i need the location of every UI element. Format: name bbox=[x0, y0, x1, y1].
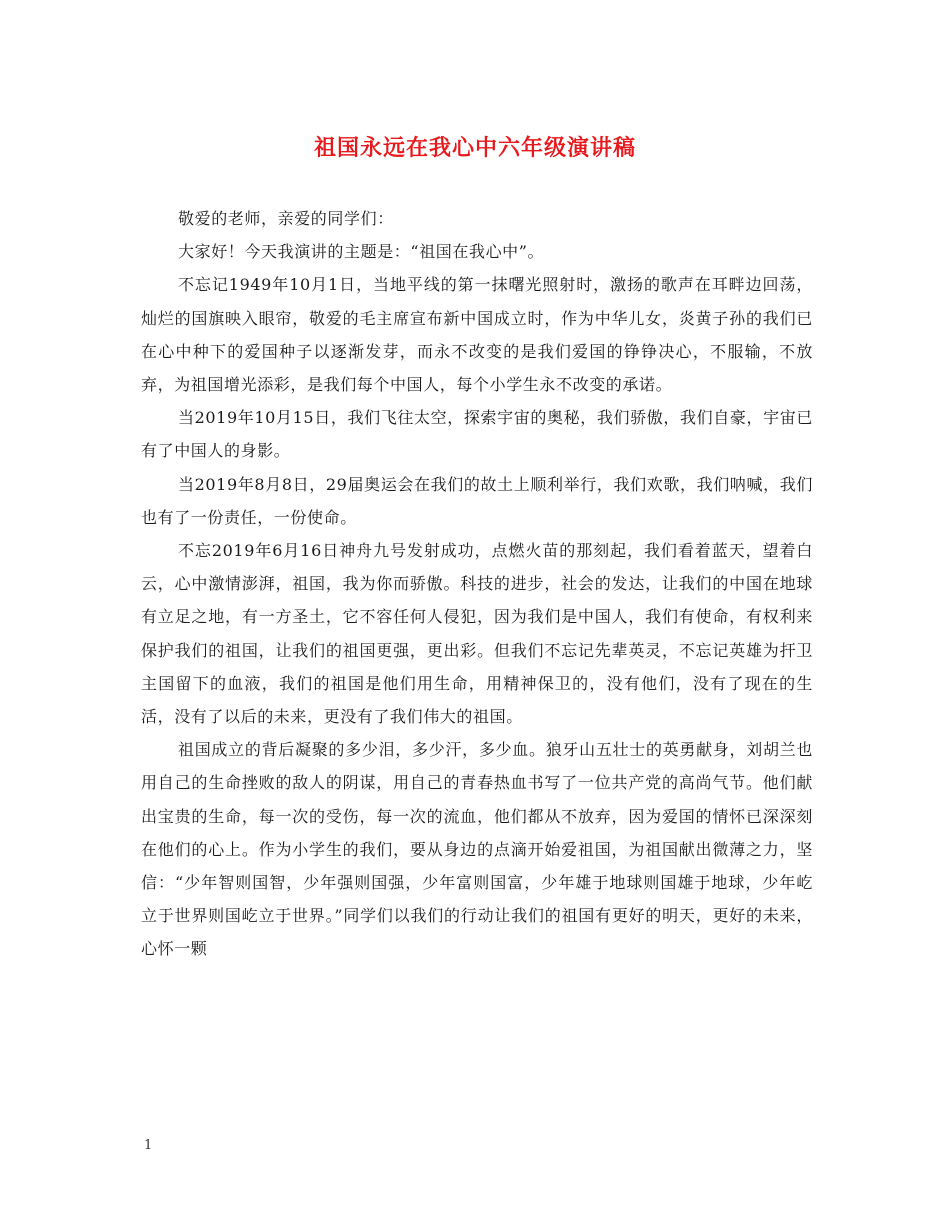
document-body bbox=[141, 202, 813, 966]
document-title: 祖国永远在我心中六年级演讲稿 bbox=[313, 135, 636, 161]
paragraph-greeting: 大家好！今天我演讲的主题是：“祖国在我心中”。 bbox=[178, 242, 545, 262]
paragraph-shenzhou: 不忘2019年6月16日神舟九号发射成功，点燃火苗的那刻起，我们看着蓝天，望着白云，心中激情澎湃，祖国，我为你而骄傲。科技的进步，社会的发达，让我们的中国在地球有立足之地，有一方圣土，它不容任何人侵犯，因为我们是中国人，我们有使命，有权利来保护我们的祖国，让我们的祖国更强，更出彩。但我们不忘记先辈英灵，不忘记英雄为扞卫主国留下的血液，我们的祖国是他们用生命，用精神保卫的，没有他们，没有了现在的生活，没有了以后的未来，更没有了我们伟大的祖国。 bbox=[141, 541, 813, 727]
paragraph-salutation: 敬爱的老师，亲爱的同学们： bbox=[178, 209, 394, 228]
page-number: 1 bbox=[144, 1138, 153, 1153]
paragraph-space: 当2019年10月15日，我们飞往太空，探索宇宙的奥秘，我们骄傲，我们自豪，宇宙已有了中国人的身影。 bbox=[141, 408, 813, 461]
paragraph-heroes: 祖国成立的背后凝聚的多少泪，多少汗，多少血。狼牙山五壮士的英勇献身，刘胡兰也用自己的生命挫败的敌人的阴谋，用自己的青春热血书写了一位共产党的高尚气节。他们献出宝贵的生命，每一次的受伤，每一次的流血，他们都从不放弃，因为爱国的情怀已深深刻在他们的心上。作为小学生的我们，要从身边的点滴开始爱祖国，为祖国献出微薄之力，坚信：“少年智则国智，少年强则国强，少年富则国富，少年雄于地球则国雄于地球，少年屹立于世界则国屹立于世界。”同学们以我们的行动让我们的祖国有更好的明天，更好的未来，心怀一颗 bbox=[141, 740, 813, 959]
paragraph-olympics: 当2019年8月8日，29届奥运会在我们的故土上顺利举行，我们欢歌，我们呐喊，我们也有了一份责任，一份使命。 bbox=[141, 474, 813, 527]
paragraph-1949: 不忘记1949年10月1日，当地平线的第一抹曙光照射时，激扬的歌声在耳畔边回荡，灿烂的国旗映入眼帘，敬爱的毛主席宣布新中国成立时，作为中华儿女，炎黄子孙的我们已在心中种下的爱国种子以逐渐发芽，而永不改变的是我们爱国的铮铮决心，不服输，不放弃，为祖国增光添彩，是我们每个中国人，每个小学生永不改变的承诺。 bbox=[141, 275, 813, 395]
